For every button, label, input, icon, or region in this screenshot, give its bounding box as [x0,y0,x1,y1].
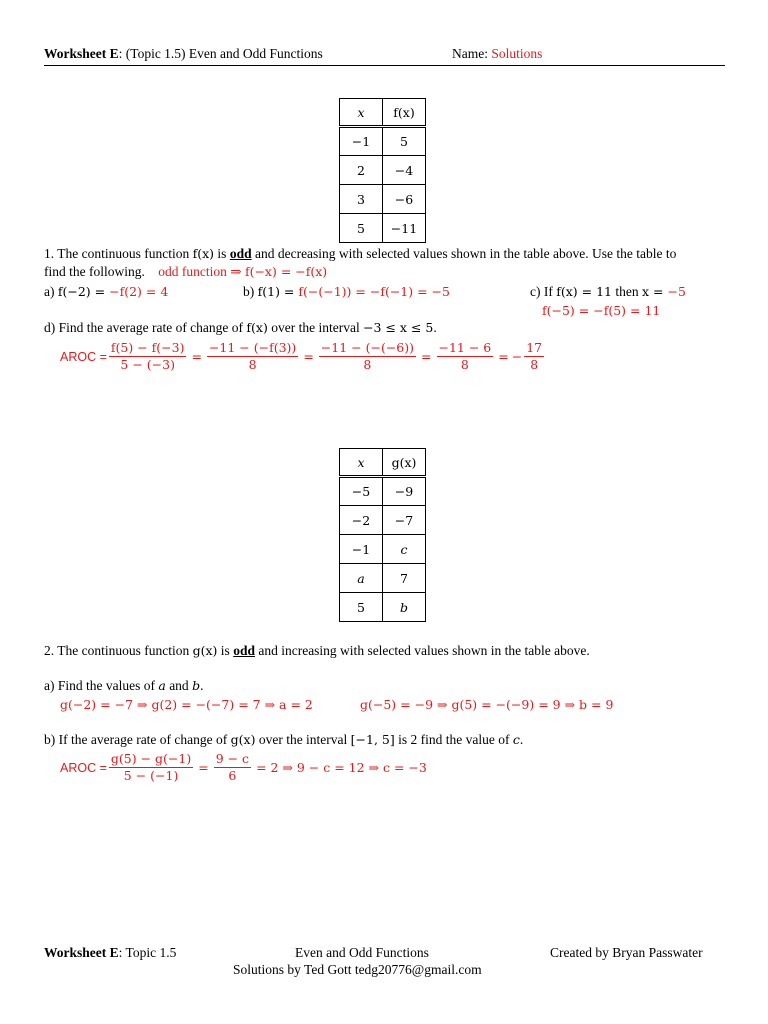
name-label: Name: [452,46,492,61]
fraction [437,340,494,373]
equals-sign: = [198,760,209,775]
q1-odd: odd [229,246,252,261]
table-row [340,185,426,214]
table-cell: −7 [383,506,426,535]
part-c-x: x = [642,284,668,299]
denominator: 8 [363,357,372,372]
numerator: −11 − (−f(3)) [208,340,297,355]
table-row [340,477,426,506]
table-cell: b [383,593,426,622]
part-c-text: c) If [530,284,557,299]
table-cell: −6 [383,185,426,214]
part-b-text2: over the interval [255,732,351,747]
part-d-fx: f(x) [246,320,268,335]
part-b-gx: g(x) [230,732,256,747]
numerator: f(5) − f(−3) [110,340,185,355]
table-row [340,156,426,185]
q1-aroc-equation [60,340,546,373]
denominator: 5 − (−3) [120,357,175,372]
denominator: 6 [228,768,237,783]
part-b-text: b) If the average rate of change of [44,732,231,747]
q1-intro-text3: find the following. [44,264,145,279]
part-d-interval: −3 ≤ x ≤ 5 [363,320,434,335]
worksheet-title: : (Topic 1.5) Even and Odd Functions [118,46,323,61]
var-c: c [512,732,520,747]
q1-intro-text2: and decreasing with selected values shown in the table above. Use the table to [251,246,677,261]
period: . [519,732,524,747]
fraction [207,340,298,373]
part-d-text: d) Find the average rate of change of [44,320,247,335]
table-cell: 3 [340,185,383,214]
q2-part-a-work1: g(−2) = −7 ⇒ g(2) = −(−7) = 7 ⇒ a = 2 [60,697,313,712]
table-cell: −2 [340,506,383,535]
table-cell: 5 [383,127,426,156]
part-b-answer: f(−(−1)) = −f(−1) = −5 [298,284,450,299]
q1-is: is [214,246,230,261]
page-header [44,46,323,62]
f-values-table [339,98,426,243]
equals-sign: = [498,349,509,364]
odd-function-rule: f(−x) = −f(x) [244,264,328,279]
numerator: −11 − 6 [438,340,492,355]
negative-sign: − [511,349,523,364]
q2-part-a-work2: g(−5) = −9 ⇒ g(5) = −(−9) = 9 ⇒ b = 9 [360,697,614,712]
table-row [340,214,426,243]
part-label: a) [44,284,55,299]
q1-part-b [243,284,450,300]
part-d-period: . [433,320,437,335]
numerator: 17 [526,340,543,355]
table-row [340,593,426,622]
table-row [340,535,426,564]
name-value: Solutions [491,46,543,61]
denominator: 8 [460,357,469,372]
q2-odd: odd [233,643,255,658]
q1-part-c [530,284,686,300]
part-c-condition: f(x) = 11 [556,284,612,299]
part-a-text: a) Find the values of [44,678,159,693]
numerator: g(5) − g(−1) [110,751,192,766]
q1-intro-text: 1. The continuous function [44,246,193,261]
var-a: a [158,678,166,693]
part-b-text3: is 2 find the value of [394,732,513,747]
fraction [319,340,416,373]
table-header-row [340,449,426,477]
footer-left [44,945,176,961]
worksheet-label: Worksheet E [44,46,119,61]
table-cell: −9 [383,477,426,506]
equals-sign: = [191,349,202,364]
footer-credit: Created by Bryan Passwater [550,945,703,960]
table-cell: c [383,535,426,564]
q2-aroc-equation [60,751,430,784]
table-header-cell: x [340,99,383,127]
numerator: −11 − (−(−6)) [320,340,415,355]
footer-solutions-credit: Solutions by Ted Gott tedg20776@gmail.com [233,962,482,977]
part-label: b) [243,284,255,299]
table-cell: 2 [340,156,383,185]
denominator: 8 [530,357,539,372]
table-cell: −1 [340,127,383,156]
odd-function-note: odd function ⇒ [158,264,245,279]
numerator: 9 − c [215,751,250,766]
table-cell: −11 [383,214,426,243]
part-c-answer: −5 [667,284,686,299]
aroc-label: AROC = [60,760,107,775]
part-a-answer: −f(2) = 4 [109,284,169,299]
equals-sign: = [303,349,314,364]
fraction [109,751,193,784]
q1-fx: f(x) [192,246,215,261]
table-header-cell: x [340,449,383,477]
part-a-lhs: f(−2) = [57,284,110,299]
table-row [340,127,426,156]
table-row [340,506,426,535]
equals-sign: = [421,349,432,364]
table-cell: −4 [383,156,426,185]
table-header-cell: g(x) [383,449,426,477]
table-header-cell: f(x) [383,99,426,127]
q1-intro-line1 [44,246,676,262]
table-cell: 5 [340,214,383,243]
fraction [109,340,187,373]
part-c-then: then [612,284,642,299]
part-d-text2: over the interval [267,320,364,335]
q1-part-d [44,320,437,336]
denominator: 5 − (−1) [123,768,179,783]
aroc-label: AROC = [60,349,107,364]
footer-topic: : Topic 1.5 [118,945,177,960]
table-cell: −5 [340,477,383,506]
q1-intro-line2 [44,264,327,280]
g-values-table [339,448,426,622]
table-cell: 7 [383,564,426,593]
q2-is: is [217,643,234,658]
denominator: 8 [248,357,257,372]
q2-intro [44,643,590,659]
part-b-interval: [−1, 5] [350,732,395,747]
name-field [452,46,542,62]
table-header-row [340,99,426,127]
table-cell: a [340,564,383,593]
table-row [340,564,426,593]
period: . [200,678,204,693]
header-rule [44,65,725,66]
q2-part-b [44,732,523,748]
table-cell: −1 [340,535,383,564]
table-cell: 5 [340,593,383,622]
q2-gx: g(x) [192,643,218,658]
result-chain: = 2 ⇒ 9 − c = 12 ⇒ c = −3 [256,760,427,775]
footer-worksheet-label: Worksheet E [44,945,119,960]
q2-intro-text2: and increasing with selected values shown in the table above. [254,643,590,658]
part-b-lhs: f(1) = [257,284,299,299]
var-b: b [192,678,201,693]
part-c-work: f(−5) = −f(5) = 11 [542,303,661,318]
q2-intro-text: 2. The continuous function [44,643,193,658]
fraction [214,751,251,784]
q2-part-a [44,678,203,694]
fraction [524,340,544,373]
and-text: and [165,678,193,693]
q1-part-a [44,284,168,300]
footer-center-title: Even and Odd Functions [295,945,429,960]
